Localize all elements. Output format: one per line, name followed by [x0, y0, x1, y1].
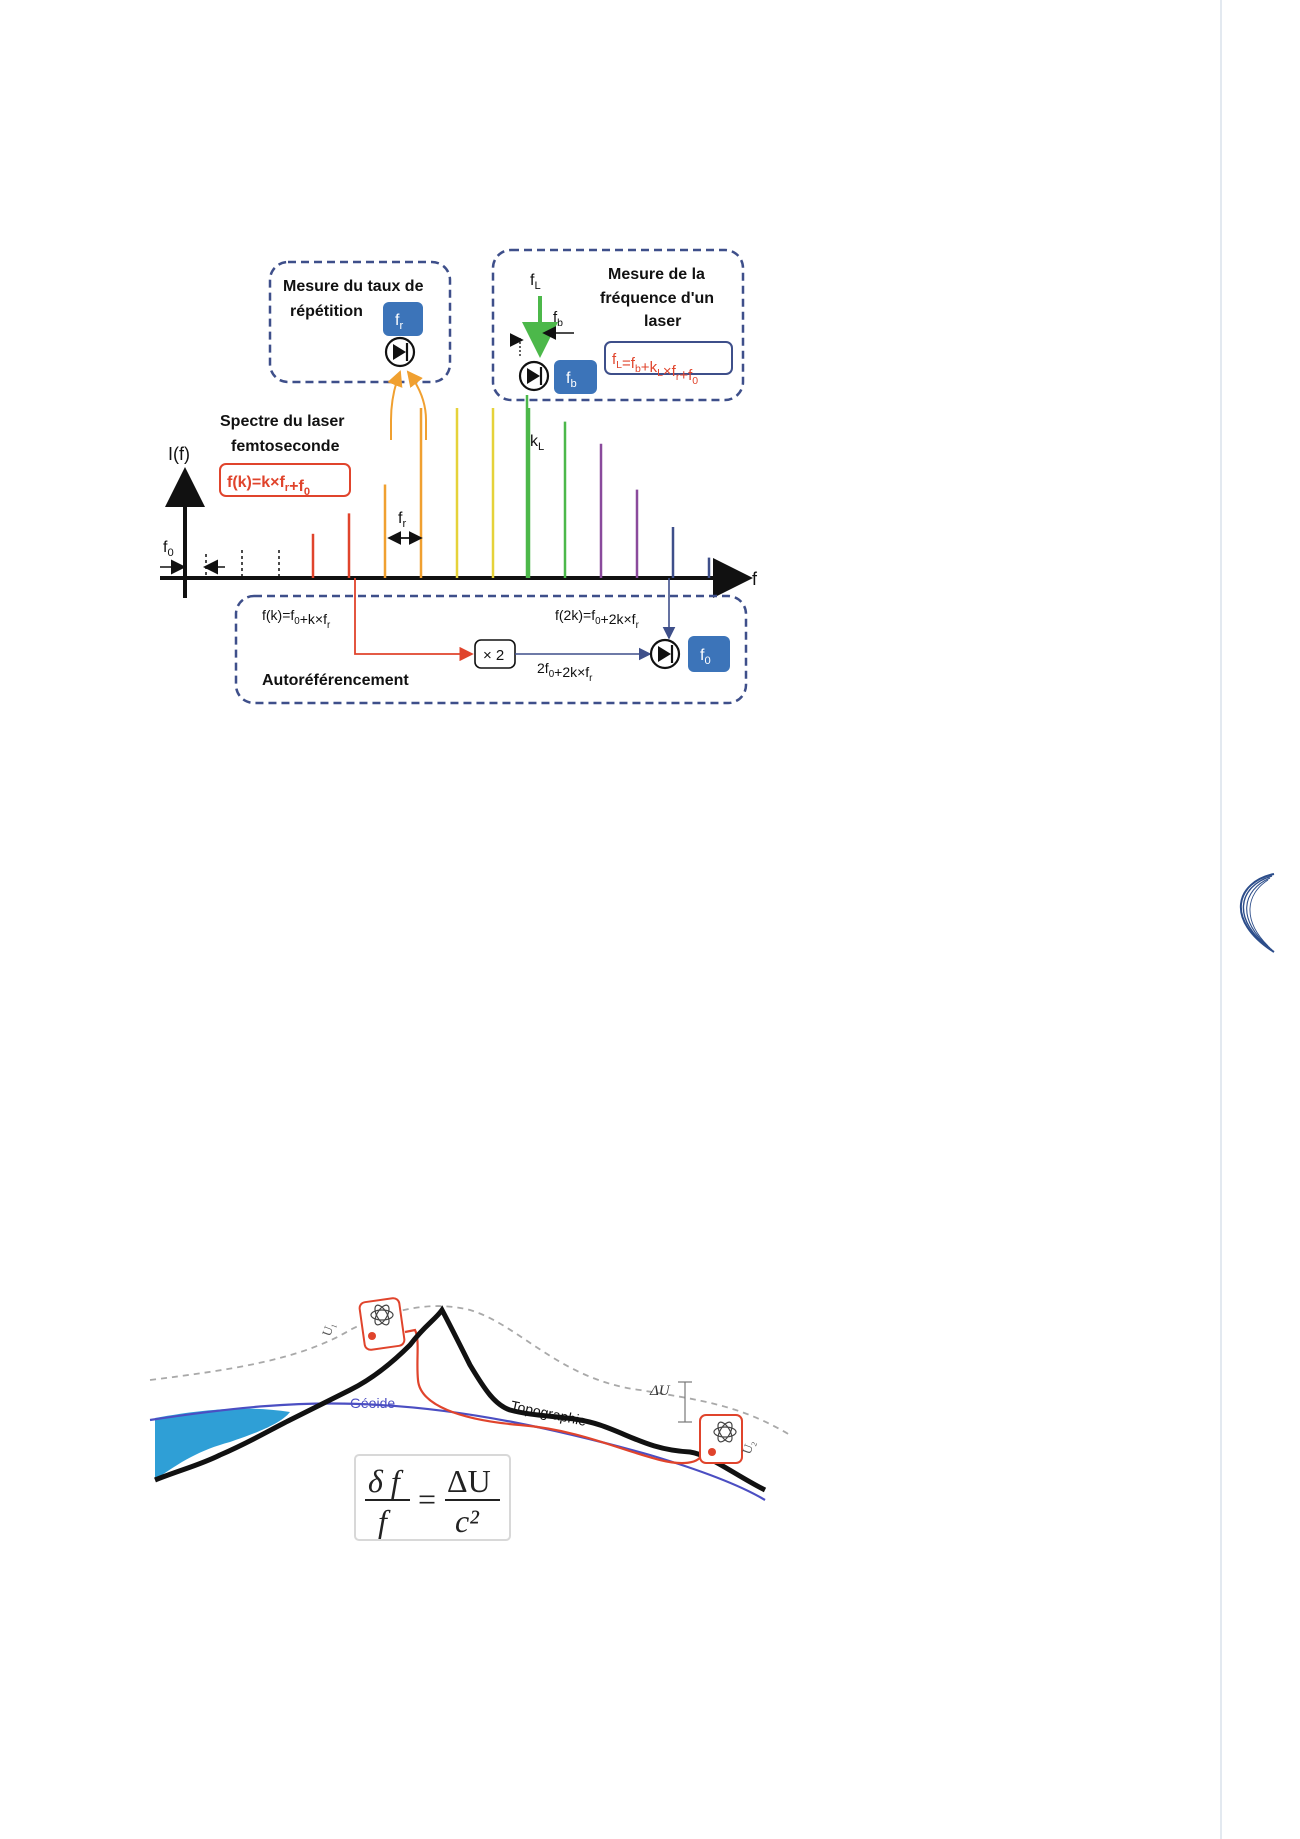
f0-box-label: $f_0$: [700, 647, 711, 667]
laser-title-2: fréquence d'un: [600, 290, 715, 307]
fb-label: $f_b$: [553, 309, 564, 329]
selfref-title: Autoréférencement: [262, 672, 409, 689]
spectrum-title-line1: Spectre du laser: [220, 413, 345, 430]
repetition-title-2: répétition: [290, 303, 363, 320]
sea-area: [155, 1409, 290, 1480]
laser-title-3: laser: [644, 313, 682, 330]
eq-den-right: c²: [455, 1503, 479, 1539]
doubled-label: $2f_0+2k\times f_r$: [537, 660, 593, 684]
photodiode-repetition-icon: [386, 338, 414, 366]
photodiode-selfref-icon: [651, 640, 679, 668]
geoid-topography-diagram: [0, 1270, 1300, 1580]
spectrum-title-line2: femtoseconde: [231, 438, 340, 455]
atomic-clock-1-icon: [359, 1297, 405, 1350]
eq-num-right: ΔU: [447, 1463, 491, 1499]
fb-box-label: $f_b$: [566, 370, 577, 390]
f0-label: $f_0$: [163, 539, 174, 559]
x-axis-label: f: [752, 569, 758, 589]
doubler-label: × 2: [483, 647, 505, 664]
geoid-label: Géoide: [350, 1395, 396, 1411]
crescent-logo-icon: [1216, 870, 1276, 960]
y-axis-label: I(f): [168, 444, 190, 464]
repetition-title-1: Mesure du taux de: [283, 278, 424, 295]
atomic-clock-2-icon: [700, 1415, 742, 1463]
f2k-label: $f(2k)=f_0+2k\times f_r$: [555, 607, 639, 631]
laser-formula: $f_L=f_b+k_L\times f_r+f_0$: [612, 351, 699, 387]
fk-label: $f(k)=f_0+k\times f_r$: [262, 607, 331, 631]
kL-label: $k_L$: [530, 433, 545, 453]
eq-den-left: f: [378, 1503, 387, 1539]
eq-equals: =: [418, 1481, 437, 1517]
comb-lines: [313, 408, 709, 578]
frequency-comb-diagram: [0, 0, 1300, 760]
delta-u-label: ΔU: [650, 1383, 670, 1399]
u1-label: U₁: [318, 1319, 338, 1339]
photodiode-laser-icon: [520, 362, 548, 390]
eq-num-left: δ f: [368, 1463, 400, 1499]
fr-spacing-label: $f_r$: [398, 510, 407, 530]
fr-box-label: $f_r$: [395, 312, 404, 332]
topography-label: Topographie: [509, 1397, 589, 1429]
u2-label: U₂: [738, 1437, 758, 1457]
laser-title-1: Mesure de la: [608, 266, 705, 283]
spectrum-formula: $f(k)=k\times f_r+f_0$: [227, 474, 311, 498]
fL-label: $f_L$: [530, 272, 541, 292]
